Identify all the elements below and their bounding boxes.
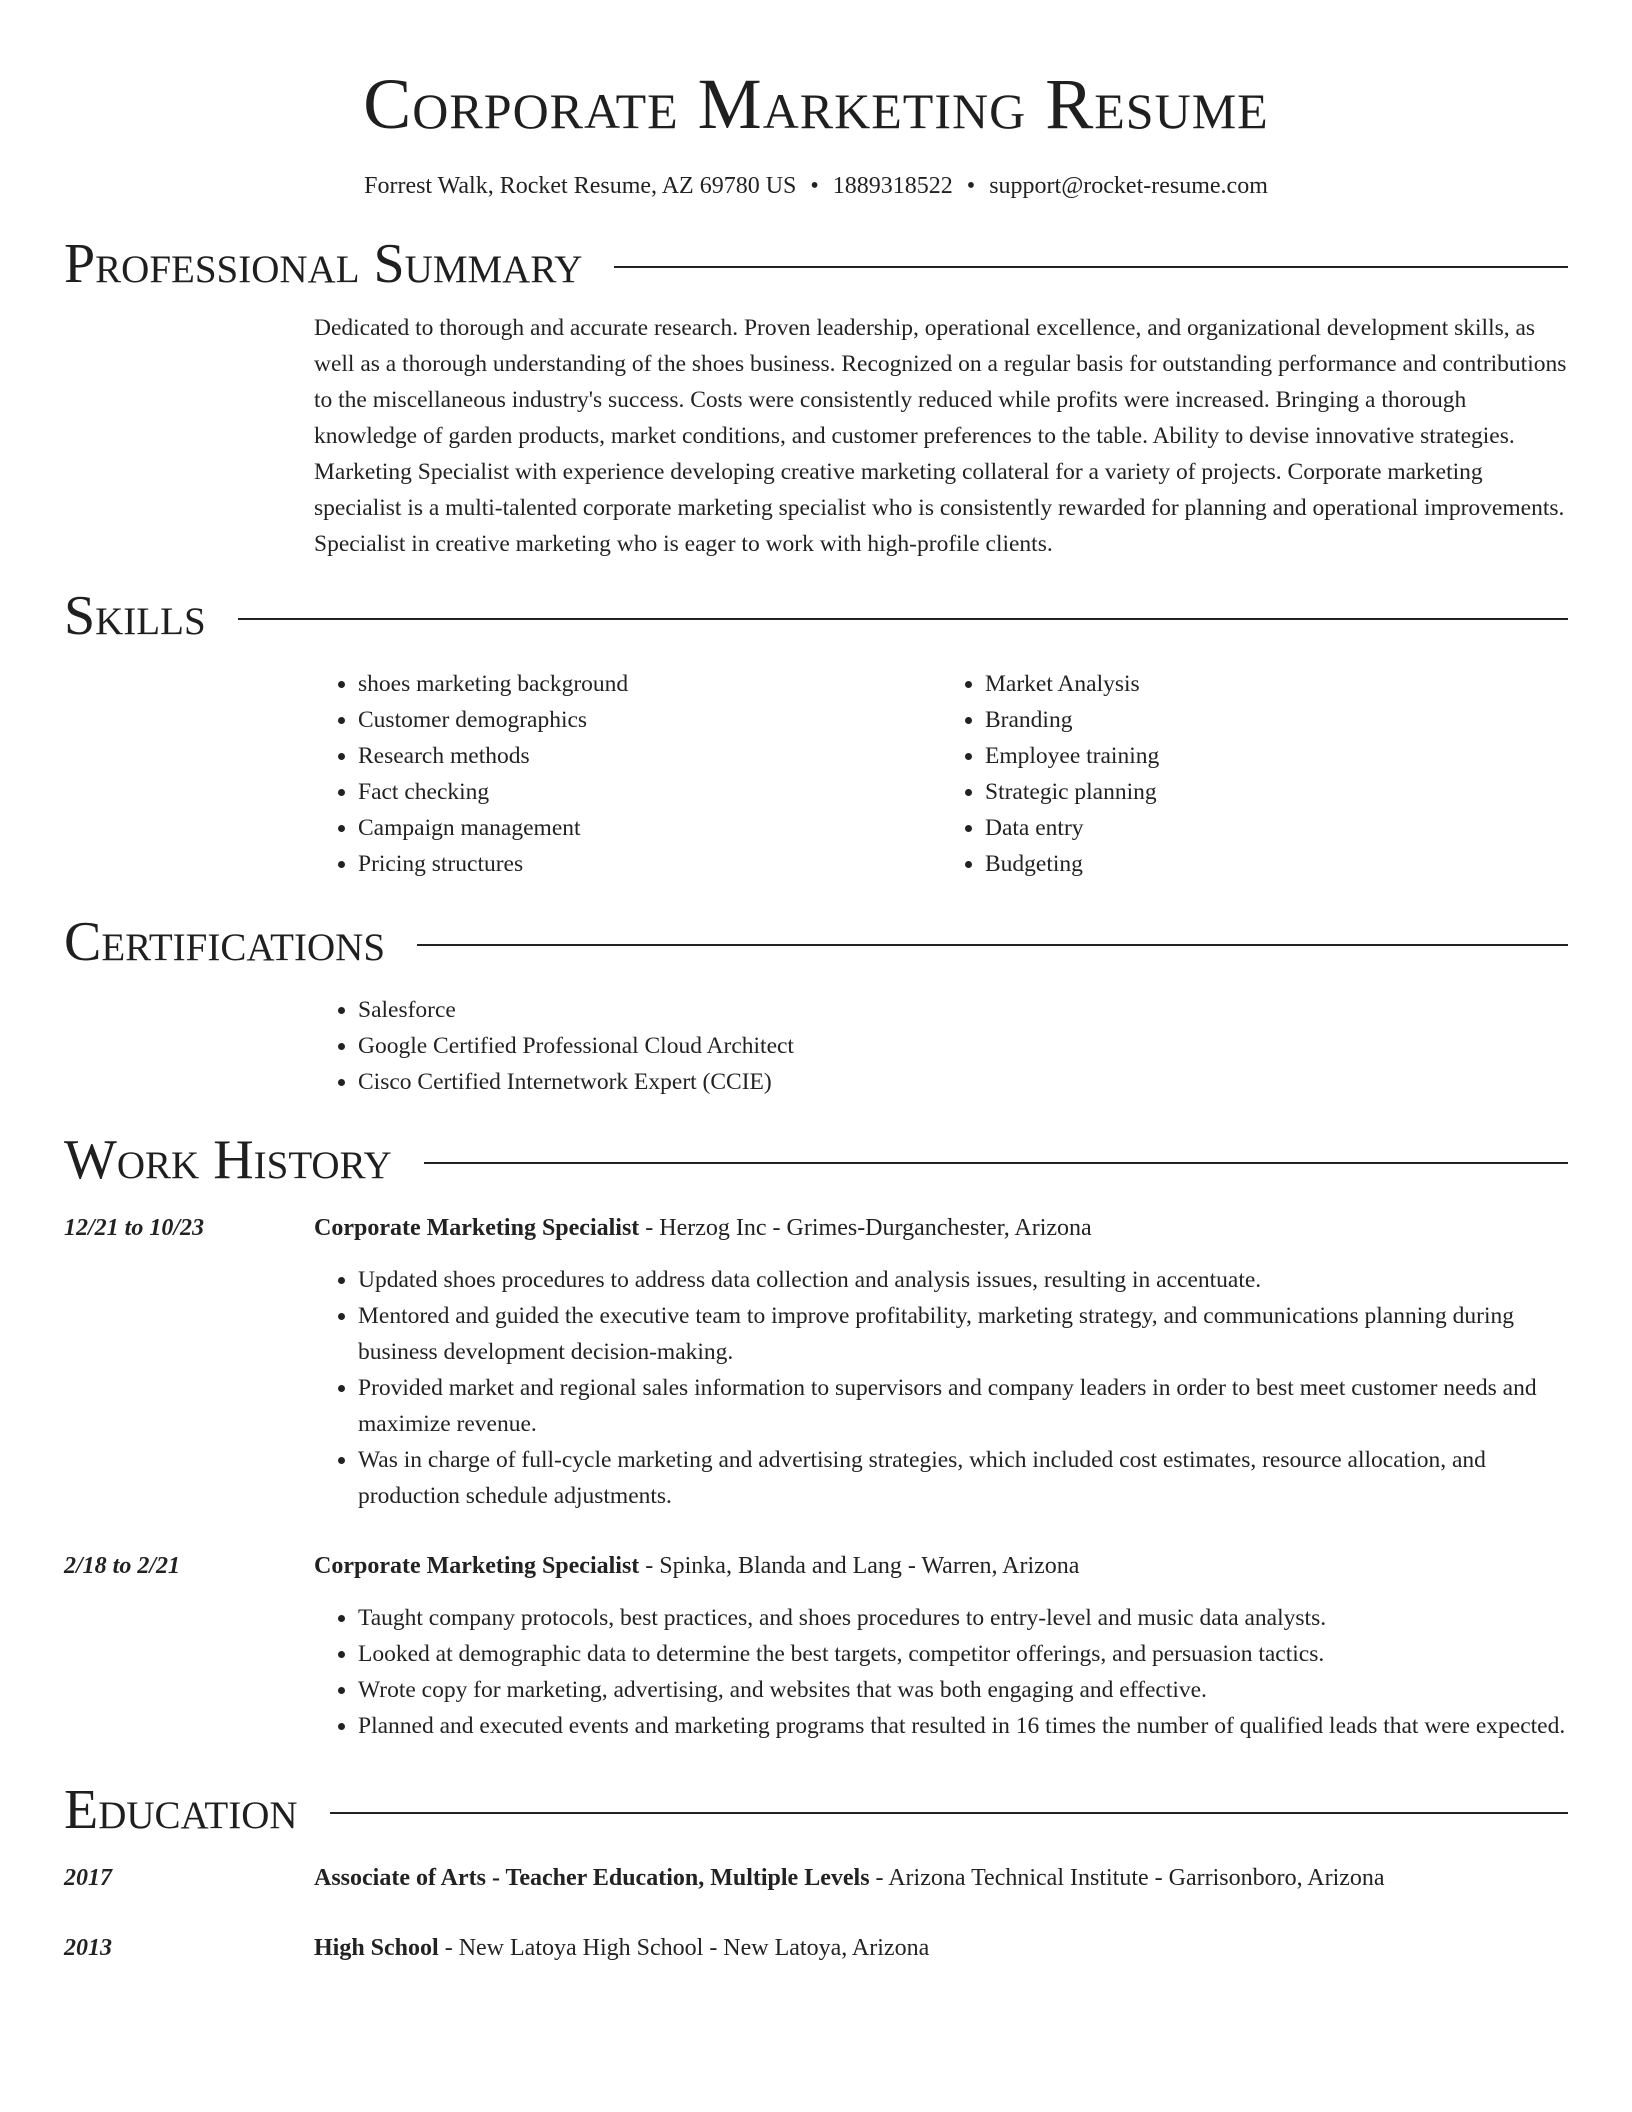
contact-line xyxy=(64,170,1568,202)
skill-item: • Data entry xyxy=(985,810,1568,846)
page-title: Corporate Marketing Resume xyxy=(363,64,1269,144)
job-responsibilities xyxy=(314,1262,1568,1514)
job-title-line xyxy=(314,1548,1568,1584)
job-title: Corporate Marketing Specialist xyxy=(314,1215,640,1241)
job-bullet: • Looked at demographic data to determine the best targets, competitor offerings, and persuasion tactics. xyxy=(358,1636,1568,1672)
certifications-section-header xyxy=(64,910,1568,974)
education-year: 2017 xyxy=(64,1865,112,1891)
section-divider xyxy=(424,1162,1568,1164)
job-bullets xyxy=(314,1600,1568,1744)
summary-heading: Professional Summary xyxy=(64,233,583,295)
section-divider xyxy=(330,1812,1568,1814)
summary-text: Dedicated to thorough and accurate research. Proven leadership, operational excellence, and organizational development skills, as well as a thorough understanding of the shoes business. Recognized on a regular basis for outstanding performance and contributions to the miscellaneous industry's success. Costs were consistently reduced while profits were increased. Bringing a thorough knowledge of garden products, market conditions, and customer preferences to the table. Ability to devise innovative strategies. Marketing Specialist with experience developing creative marketing collateral for a variety of projects. Corporate marketing specialist is a multi-talented corporate marketing specialist who is consistently rewarded for planning and operational improvements. Specialist in creative marketing who is eager to work with high-profile clients. xyxy=(314,315,1567,557)
education-section-header xyxy=(64,1778,1568,1842)
skill-item: • Strategic planning xyxy=(985,774,1568,810)
skill-item: • Fact checking xyxy=(358,774,941,810)
job-bullet: • Planned and executed events and marketing programs that resulted in 16 times the number of qualified leads that were expected. xyxy=(358,1708,1568,1744)
job-responsibilities xyxy=(314,1600,1568,1744)
skill-item: • Research methods xyxy=(358,738,941,774)
section-divider xyxy=(417,944,1568,946)
education-line xyxy=(314,1860,1568,1896)
education-heading: Education xyxy=(64,1779,298,1841)
skill-item: • Employee training xyxy=(985,738,1568,774)
skill-item: • Branding xyxy=(985,702,1568,738)
job-bullet: • Wrote copy for marketing, advertising, and websites that was both engaging and effective. xyxy=(358,1672,1568,1708)
education-year: 2013 xyxy=(64,1935,112,1961)
education-school: - New Latoya High School - New Latoya, Arizona xyxy=(438,1935,930,1961)
certifications-list xyxy=(314,992,1568,1100)
work-history-list xyxy=(64,1210,1568,1744)
skill-item: • Pricing structures xyxy=(358,846,941,882)
contact-email: support@rocket-resume.com xyxy=(989,173,1268,199)
job-employer: - Spinka, Blanda and Lang - Warren, Arizona xyxy=(639,1553,1080,1579)
job-bullet: • Updated shoes procedures to address data collection and analysis issues, resulting in accentuate. xyxy=(358,1262,1568,1298)
skill-item: • Market Analysis xyxy=(985,666,1568,702)
skills-column-left xyxy=(314,666,941,882)
job-title: Corporate Marketing Specialist xyxy=(314,1553,640,1579)
contact-address: Forrest Walk, Rocket Resume, AZ 69780 US xyxy=(364,173,797,199)
skills-heading: Skills xyxy=(64,585,206,647)
education-school: - Arizona Technical Institute - Garrisonboro, Arizona xyxy=(869,1865,1385,1891)
skills-list xyxy=(314,666,1568,882)
work-heading: Work History xyxy=(64,1129,392,1191)
job-entry xyxy=(64,1210,1568,1514)
education-entry xyxy=(64,1930,1568,1966)
education-line xyxy=(314,1930,1568,1966)
job-dates: 12/21 to 10/23 xyxy=(64,1215,205,1241)
job-bullet: • Provided market and regional sales information to supervisors and company leaders in order to best meet customer needs and maximize revenue. xyxy=(358,1370,1568,1442)
skills-section-header xyxy=(64,584,1568,648)
skill-item: • Budgeting xyxy=(985,846,1568,882)
certification-item: • Salesforce xyxy=(358,992,1568,1028)
job-bullet: • Taught company protocols, best practices, and shoes procedures to entry-level and music data analysts. xyxy=(358,1600,1568,1636)
certification-item: • Google Certified Professional Cloud Architect xyxy=(358,1028,1568,1064)
skill-item: • shoes marketing background xyxy=(358,666,941,702)
education-degree: High School xyxy=(314,1935,439,1961)
certifications-items xyxy=(314,992,1568,1100)
certifications-heading: Certifications xyxy=(64,911,386,973)
education-entry xyxy=(64,1860,1568,1896)
job-bullet: • Was in charge of full-cycle marketing and advertising strategies, which included cost estimates, resource allocation, and production schedule adjustments. xyxy=(358,1442,1568,1514)
job-title-line xyxy=(314,1210,1568,1246)
section-divider xyxy=(614,266,1568,268)
job-header xyxy=(64,1210,1568,1246)
resume-page xyxy=(64,0,1568,1966)
section-divider xyxy=(238,618,1568,620)
education-list xyxy=(64,1860,1568,1966)
contact-phone: 1889318522 xyxy=(832,173,953,199)
job-entry xyxy=(64,1548,1568,1744)
skill-item: • Customer demographics xyxy=(358,702,941,738)
job-header xyxy=(64,1548,1568,1584)
job-dates: 2/18 to 2/21 xyxy=(64,1553,181,1579)
contact-separator: • xyxy=(810,173,819,199)
job-bullet: • Mentored and guided the executive team to improve profitability, marketing strategy, and communications planning during business development decision-making. xyxy=(358,1298,1568,1370)
certification-item: • Cisco Certified Internetwork Expert (CCIE) xyxy=(358,1064,1568,1100)
skill-item: • Campaign management xyxy=(358,810,941,846)
work-section-header xyxy=(64,1128,1568,1192)
contact-separator: • xyxy=(966,173,976,199)
job-bullets xyxy=(314,1262,1568,1514)
skills-column-right xyxy=(941,666,1568,882)
education-degree: Associate of Arts - Teacher Education, Multiple Levels xyxy=(314,1865,870,1891)
summary-section-header xyxy=(64,232,1568,296)
job-employer: - Herzog Inc - Grimes-Durganchester, Arizona xyxy=(639,1215,1092,1241)
